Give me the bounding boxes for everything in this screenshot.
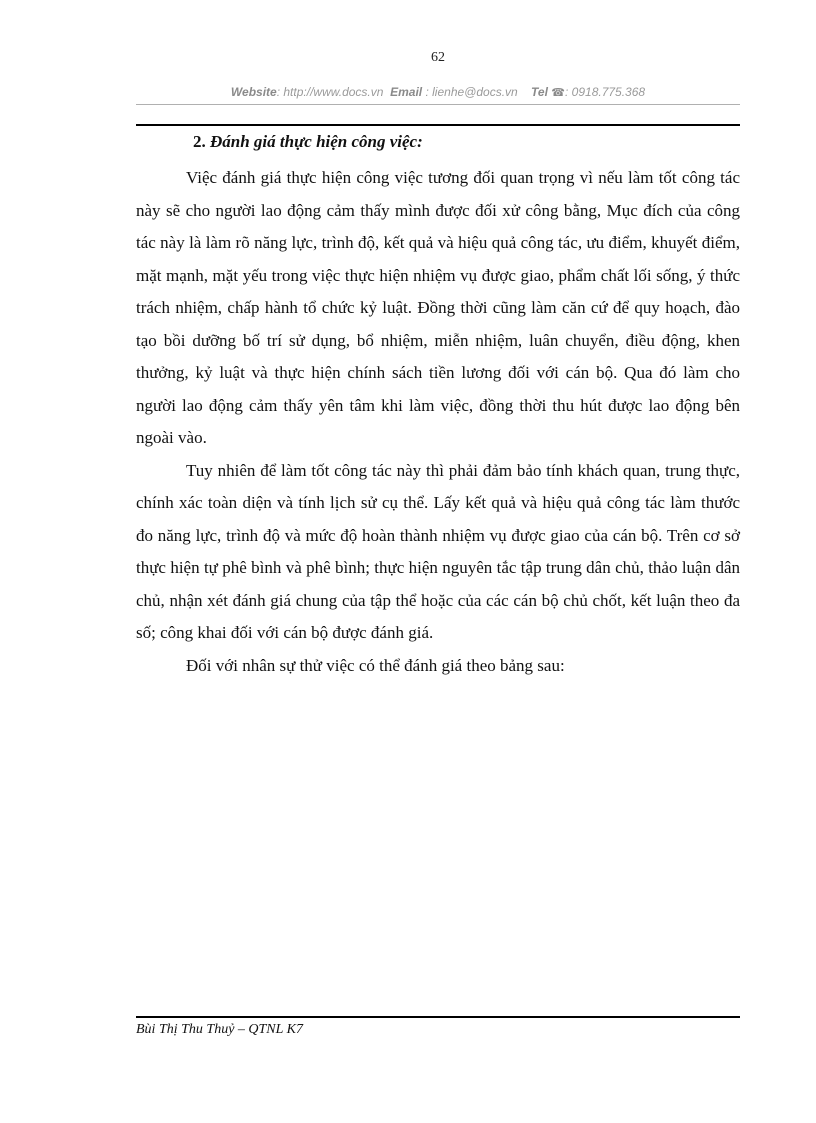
email-value[interactable]: : lienhe@docs.vn: [425, 85, 518, 99]
page-number: 62: [431, 50, 445, 65]
footer-author: Bùi Thị Thu Thuỷ – QTNL K7: [136, 1022, 304, 1037]
phone-icon: ☎: [551, 87, 565, 99]
website-header: [136, 85, 740, 99]
website-label: Website: [230, 85, 277, 99]
header-divider: [136, 124, 740, 126]
tel-value: : 0918.775.368: [565, 85, 646, 99]
paragraph: Việc đánh giá thực hiện công việc tương đối quan trọng vì nếu làm tốt công tác này sẽ cho người lao động cảm thấy mình được đối xử công bằng, Mục đích của công tác này là làm rõ năng lực, trình độ, kết quả và hiệu quả công tác, ưu điểm, khuyết điểm, mặt mạnh, mặt yếu trong việc thực hiện nhiệm vụ được giao, phẩm chất lối sống, ý thức trách nhiệm, chấp hành tổ chức kỷ luật. Đồng thời cũng làm căn cứ để quy hoạch, đào tạo bồi dưỡng bố trí sử dụng, bổ nhiệm, miễn nhiệm, luân chuyển, điều động, khen thưởng, kỷ luật và thực hiện chính sách tiền lương đối với cán bộ. Qua đó làm cho người lao động cảm thấy yên tâm khi làm việc, đồng thời thu hút được lao động bên ngoài vào.: [136, 168, 740, 447]
section-heading: [193, 132, 423, 152]
section-title: Đánh giá thực hiện công việc:: [210, 132, 423, 151]
footer-divider: [136, 1016, 740, 1018]
email-label: Email: [390, 85, 423, 99]
header-divider-thin: [136, 104, 740, 105]
website-value[interactable]: : http://www.docs.vn: [276, 85, 384, 99]
body-text: [136, 162, 740, 682]
section-number: 2.: [193, 132, 206, 151]
paragraph: Đối với nhân sự thử việc có thể đánh giá theo bảng sau:: [186, 655, 565, 675]
tel-label: Tel: [531, 85, 548, 99]
paragraph: Tuy nhiên để làm tốt công tác này thì phải đảm bảo tính khách quan, trung thực, chính xác toàn diện và tính lịch sử cụ thể. Lấy kết quả và hiệu quả công tác làm thước đo năng lực, trình độ và mức độ hoàn thành nhiệm vụ được giao của cán bộ. Trên cơ sở thực hiện tự phê bình và phê bình; thực hiện nguyên tắc tập trung dân chủ, thảo luận dân chủ, nhận xét đánh giá chung của tập thể hoặc của các cán bộ chủ chốt, kết luận theo đa số; công khai đối với cán bộ được đánh giá.: [136, 460, 740, 642]
